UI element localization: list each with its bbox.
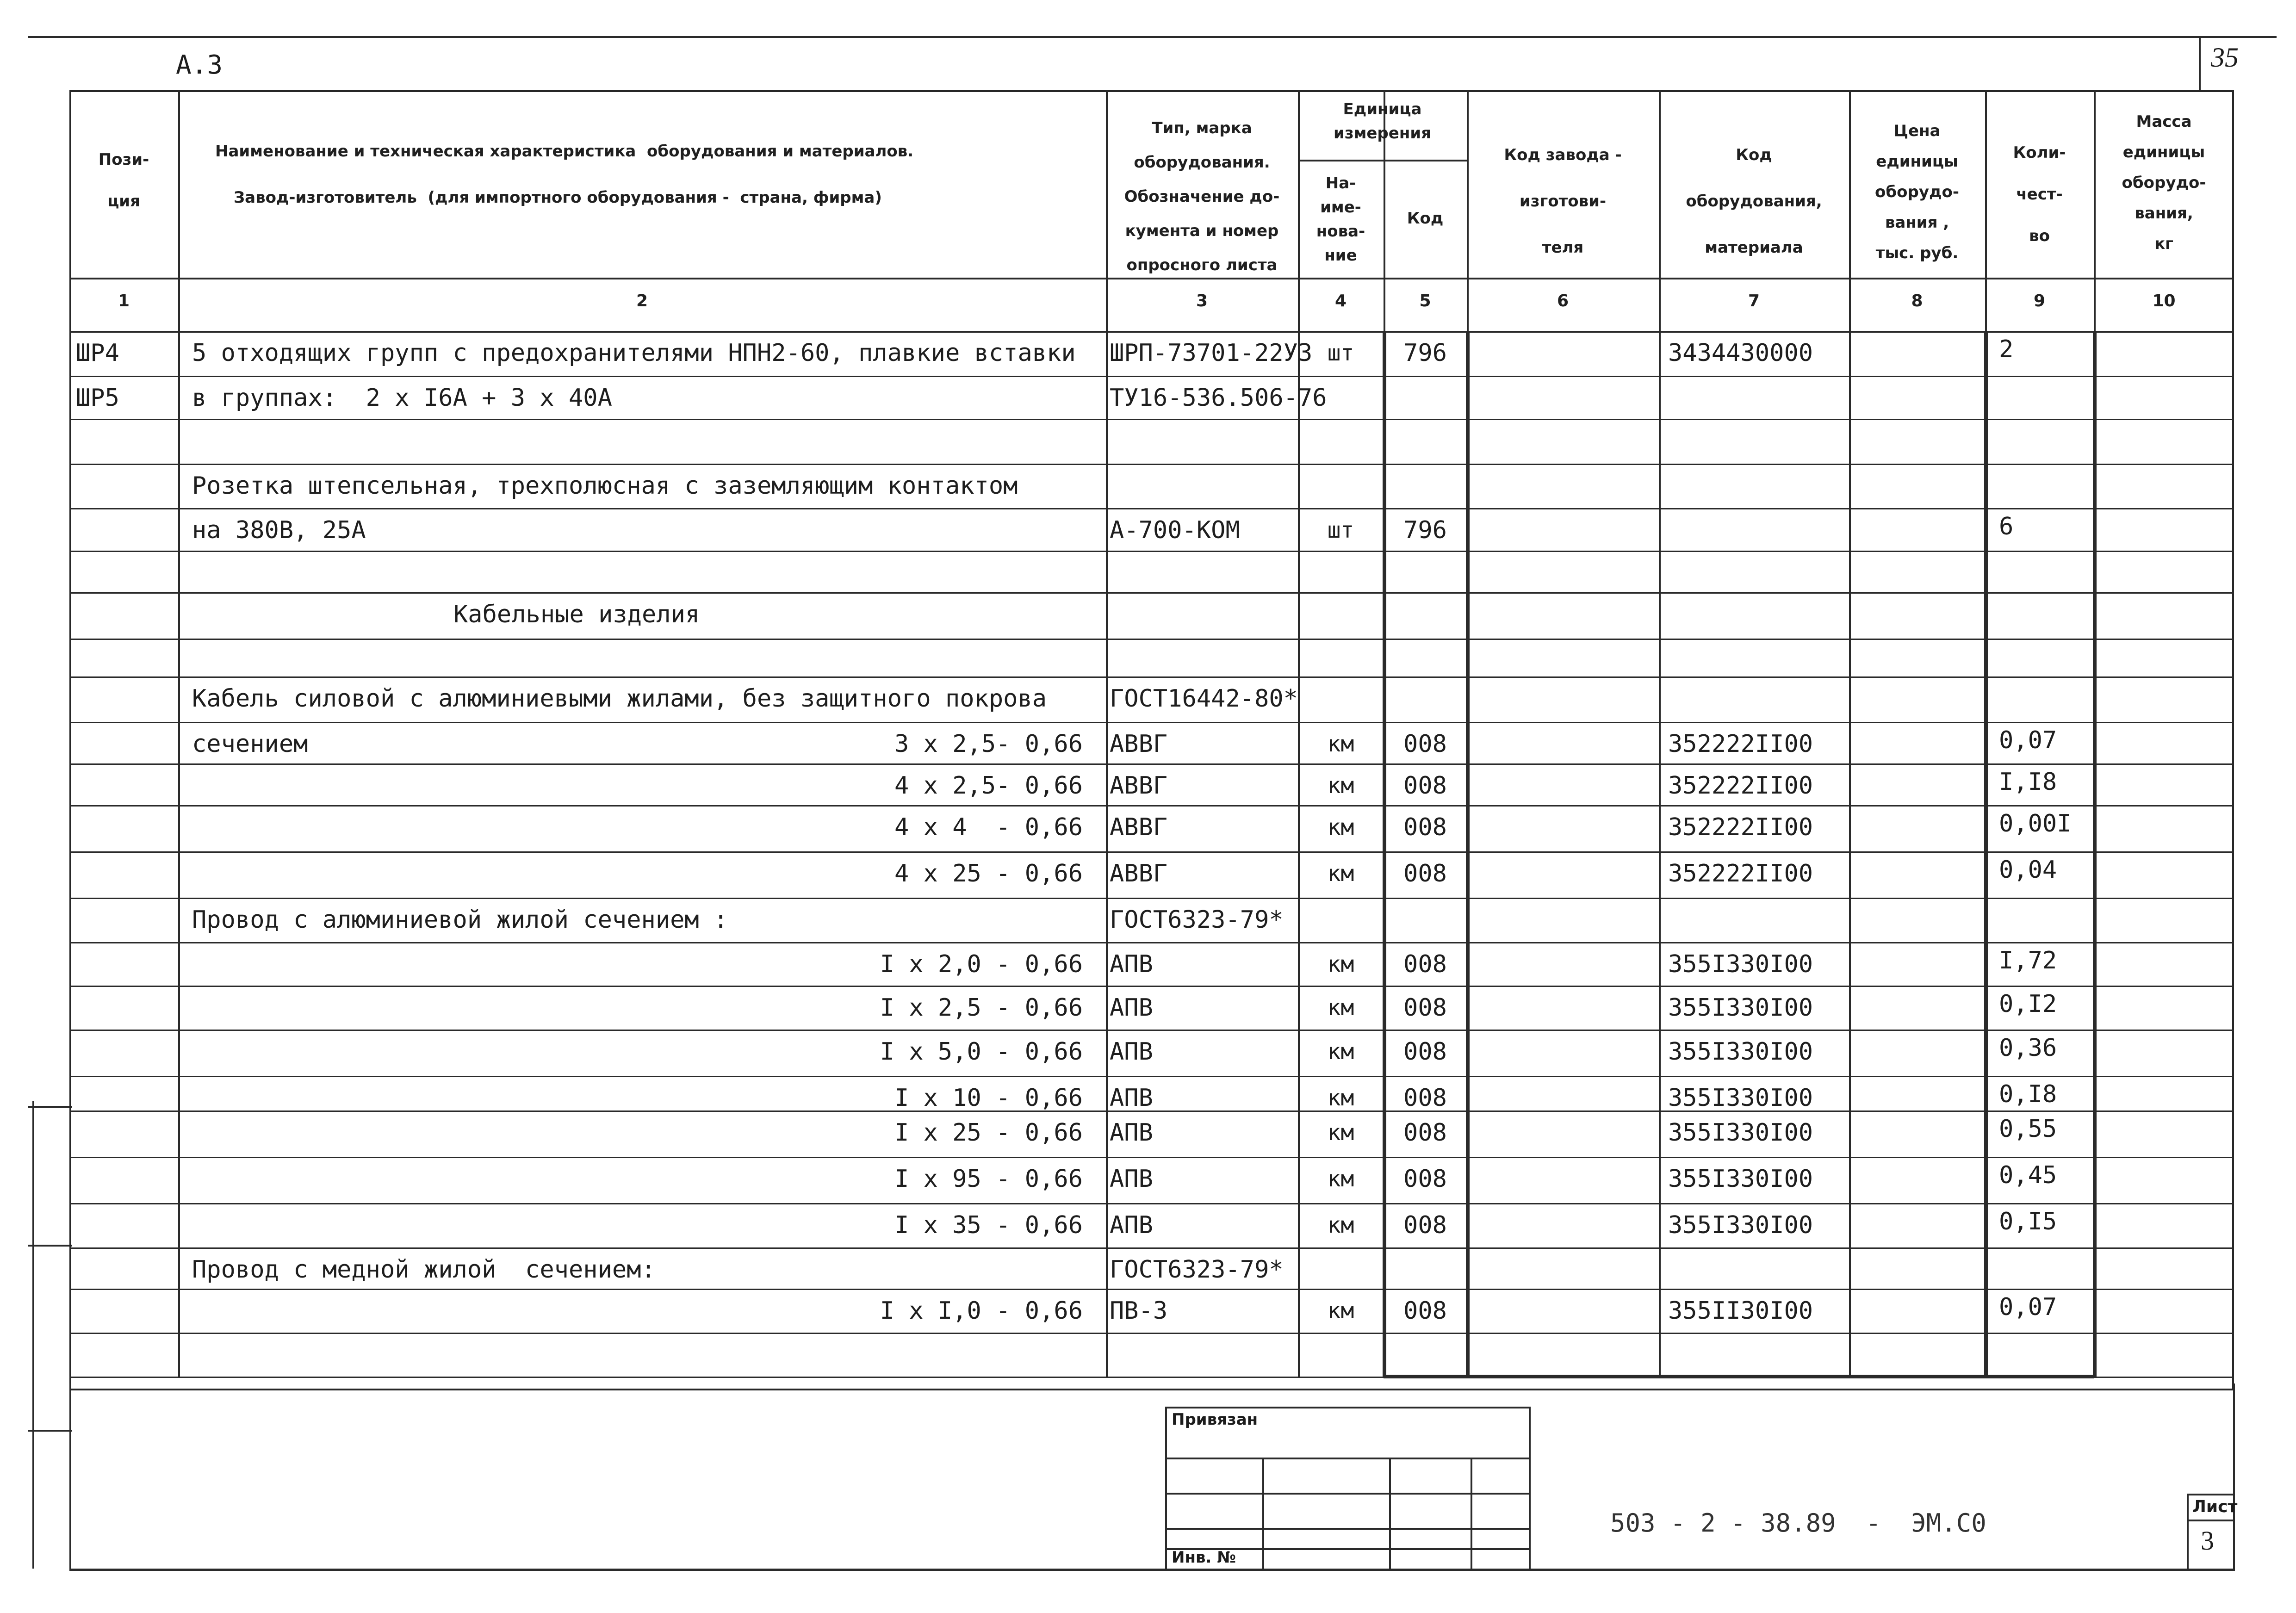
row-type: ПВ-3: [1110, 1297, 1168, 1325]
header-type: кумента и номер: [1125, 222, 1279, 240]
row-unit: км: [1327, 1212, 1354, 1238]
row-type: АПВ: [1110, 1119, 1153, 1147]
row-unit-code: 008: [1403, 772, 1447, 800]
row-type: ГОСТ16442-80*: [1110, 685, 1298, 713]
row-line: [69, 1333, 2234, 1334]
row-quantity: 0,07: [1999, 726, 2057, 754]
row-type: АВВГ: [1110, 730, 1168, 758]
column-number: 3: [1196, 292, 1208, 310]
row-line: [69, 942, 2234, 943]
row-material-code: 352222II00: [1668, 813, 1813, 841]
row-unit: км: [1327, 951, 1354, 977]
row-size: 4 х 2,5- 0,66: [894, 772, 1083, 800]
column-number: 9: [2033, 292, 2046, 310]
header-material-code: материала: [1705, 238, 1803, 257]
row-type: АВВГ: [1110, 860, 1168, 887]
row-unit-code: 008: [1403, 1297, 1447, 1325]
header-position: Пози-: [98, 150, 149, 169]
header-price: оборудо-: [1875, 183, 1959, 201]
row-name: Кабель силовой с алюминиевыми жилами, без защитного покрова: [192, 685, 1047, 713]
row-size: 3 х 2,5- 0,66: [894, 730, 1083, 758]
row-quantity: 0,00I: [1999, 810, 2072, 838]
header-name-line: Наименование и техническая характеристика оборудования и материалов.: [215, 142, 914, 161]
header-quantity: во: [2029, 227, 2050, 245]
section-heading: Кабельные изделия: [453, 601, 700, 628]
row-material-code: 355I330I00: [1668, 1119, 1813, 1147]
row-type: АПВ: [1110, 1211, 1153, 1239]
row-line: [69, 639, 2234, 640]
row-name: в группах: 2 х I6A + 3 x 40A: [192, 384, 612, 412]
column-number: 1: [118, 292, 130, 310]
row-quantity: I,72: [1999, 947, 2057, 974]
row-quantity: 0,07: [1999, 1293, 2057, 1321]
row-size: I х 35 - 0,66: [894, 1211, 1083, 1239]
row-line: [69, 986, 2234, 987]
row-name: Провод с медной жилой сечением:: [192, 1256, 656, 1284]
document-code: 503 - 2 - 38.89 - ЭМ.С0: [1610, 1508, 1986, 1538]
binding-margin-line: [32, 1101, 34, 1569]
row-line: [69, 1157, 2234, 1158]
row-unit-code: 008: [1403, 1165, 1447, 1193]
top-frame-line: [28, 36, 2277, 38]
column-number: 5: [1419, 292, 1431, 310]
row-quantity: 0,36: [1999, 1034, 2057, 1062]
row-material-code: 355I330I00: [1668, 994, 1813, 1022]
header-mass: Масса: [2136, 112, 2192, 131]
column-number: 7: [1748, 292, 1760, 310]
row-material-code: 355II30I00: [1668, 1297, 1813, 1325]
row-quantity: 0,04: [1999, 856, 2057, 884]
row-line: [69, 376, 2234, 377]
row-unit: км: [1327, 773, 1354, 799]
header-manufacturer-code: Код завода -: [1504, 146, 1622, 164]
row-unit: км: [1327, 861, 1354, 887]
qty-column-heavy-line: [1984, 331, 1988, 1377]
row-line: [69, 1076, 2234, 1077]
row-material-code: 355I330I00: [1668, 1084, 1813, 1112]
corner-ref: А.3: [176, 50, 223, 80]
header-mass: единицы: [2122, 143, 2205, 161]
row-quantity: 2: [1999, 335, 2014, 363]
row-size: 4 х 25 - 0,66: [894, 860, 1083, 887]
header-unit-name: име-: [1320, 198, 1361, 217]
row-size: I х 5,0 - 0,66: [880, 1038, 1083, 1066]
header-price: Цена: [1893, 122, 1941, 140]
row-type: ТУ16-536.506-76: [1110, 384, 1327, 412]
stamp-block: [1165, 1407, 1531, 1570]
unit-header-divider: [1298, 160, 1467, 161]
row-material-code: 352222II00: [1668, 860, 1813, 887]
row-material-code: 355I330I00: [1668, 1038, 1813, 1066]
column-numbers-bottom-line: [69, 331, 2234, 333]
row-type: АВВГ: [1110, 813, 1168, 841]
row-quantity: 0,I8: [1999, 1080, 2057, 1108]
column-divider: [1659, 90, 1661, 1377]
page-number-box-left: [2199, 36, 2201, 91]
row-line: [69, 419, 2234, 420]
row-name: на 380В, 25А: [192, 516, 366, 544]
row-unit: км: [1327, 1085, 1354, 1111]
row-unit-code: 008: [1403, 730, 1447, 758]
row-name: Розетка штепсельная, трехполюсная с заземляющим контактом: [192, 472, 1018, 500]
column-number: 2: [636, 292, 648, 310]
column-divider: [178, 90, 180, 1377]
row-line: [69, 1377, 2234, 1378]
row-unit: км: [1327, 1166, 1354, 1192]
row-line: [69, 805, 2234, 806]
row-line: [69, 1247, 2234, 1249]
row-quantity: 0,55: [1999, 1115, 2057, 1143]
row-quantity: 0,I2: [1999, 990, 2057, 1018]
row-type: ШРП-73701-22У3: [1110, 339, 1313, 367]
row-line: [69, 851, 2234, 853]
column-number: 6: [1557, 292, 1569, 310]
row-name: 5 отходящих групп с предохранителями НПН2-60, плавкие вставки: [192, 339, 1076, 367]
qty-column-heavy-line: [2093, 331, 2097, 1377]
binding-margin-tick: [28, 1245, 72, 1247]
row-size: I х I,0 - 0,66: [880, 1297, 1083, 1325]
row-type: ГОСТ6323-79*: [1110, 1256, 1284, 1284]
row-unit-code: 008: [1403, 860, 1447, 887]
row-line: [69, 722, 2234, 723]
sheet-label: Лист: [2192, 1497, 2238, 1516]
row-unit: км: [1327, 1298, 1354, 1324]
row-type: АПВ: [1110, 1165, 1153, 1193]
header-unit-code: Код: [1407, 209, 1444, 228]
stamp-bound-label: Привязан: [1172, 1410, 1258, 1429]
stamp-inv-label: Инв. №: [1172, 1548, 1236, 1567]
header-price: единицы: [1876, 152, 1958, 171]
row-unit: км: [1327, 1120, 1354, 1146]
row-line: [69, 1203, 2234, 1204]
header-unit-group: Единица: [1343, 100, 1422, 118]
row-type: ГОСТ6323-79*: [1110, 906, 1284, 934]
column-divider: [1849, 90, 1851, 1377]
row-line: [69, 508, 2234, 509]
row-line: [69, 1030, 2234, 1031]
row-quantity: I,I8: [1999, 768, 2057, 796]
header-material-code: оборудования,: [1686, 192, 1822, 211]
row-size: I х 2,0 - 0,66: [880, 950, 1083, 978]
row-unit-code: 796: [1403, 516, 1447, 544]
row-line: [69, 1289, 2234, 1290]
header-quantity: чест-: [2016, 185, 2063, 204]
row-size: I х 25 - 0,66: [894, 1119, 1083, 1147]
row-unit: км: [1327, 995, 1354, 1021]
sheet-box: [2187, 1494, 2238, 1570]
row-unit-code: 008: [1403, 1084, 1447, 1112]
row-material-code: 355I330I00: [1668, 950, 1813, 978]
sheet-number: 3: [2201, 1526, 2214, 1556]
row-type: АВВГ: [1110, 772, 1168, 800]
header-position: ция: [107, 192, 140, 211]
row-type: АПВ: [1110, 1038, 1153, 1066]
row-type: АПВ: [1110, 994, 1153, 1022]
row-unit: км: [1327, 1039, 1354, 1065]
header-unit-name: нова-: [1316, 222, 1365, 241]
row-unit-code: 008: [1403, 1038, 1447, 1066]
row-unit-code: 008: [1403, 1119, 1447, 1147]
column-number: 10: [2152, 292, 2176, 310]
header-material-code: Код: [1736, 146, 1772, 164]
header-name-line: Завод-изготовитель (для импортного оборудования - страна, фирма): [234, 188, 882, 207]
row-unit-code: 796: [1403, 339, 1447, 367]
row-type: АПВ: [1110, 1084, 1153, 1112]
header-quantity: Коли-: [2013, 143, 2066, 162]
header-manufacturer-code: теля: [1542, 238, 1584, 257]
header-manufacturer-code: изготови-: [1519, 192, 1607, 211]
row-line: [69, 763, 2234, 765]
row-line: [69, 551, 2234, 552]
row-unit: шт: [1327, 517, 1354, 543]
header-type: оборудования.: [1134, 153, 1270, 172]
row-line: [69, 464, 2234, 465]
page-number: 35: [2211, 42, 2239, 73]
row-unit-code: 008: [1403, 1211, 1447, 1239]
row-line: [69, 592, 2234, 594]
frame-left-line: [69, 1383, 71, 1571]
row-type: АПВ: [1110, 950, 1153, 978]
row-quantity: 0,45: [1999, 1161, 2057, 1189]
binding-margin-tick: [28, 1430, 72, 1432]
row-position: ШР5: [76, 384, 119, 412]
header-type: Тип, марка: [1152, 119, 1252, 137]
header-mass: кг: [2154, 235, 2173, 253]
header-price: тыс. руб.: [1875, 244, 1959, 262]
row-unit-code: 008: [1403, 950, 1447, 978]
row-material-code: 355I330I00: [1668, 1211, 1813, 1239]
row-line: [69, 676, 2234, 678]
header-unit-group: измерения: [1334, 124, 1431, 143]
header-unit-name: ние: [1324, 246, 1357, 265]
header-price: вания ,: [1885, 213, 1949, 232]
row-position: ШР4: [76, 339, 119, 367]
row-material-code: 355I330I00: [1668, 1165, 1813, 1193]
row-size: I х 95 - 0,66: [894, 1165, 1083, 1193]
row-material-code: 3434430000: [1668, 339, 1813, 367]
row-name: сечением: [192, 730, 308, 758]
header-mass: оборудо-: [2122, 174, 2206, 192]
row-size: I х 2,5 - 0,66: [880, 994, 1083, 1022]
row-material-code: 352222II00: [1668, 772, 1813, 800]
row-unit-code: 008: [1403, 813, 1447, 841]
row-unit: км: [1327, 731, 1354, 757]
binding-margin-tick: [28, 1106, 72, 1108]
row-unit-code: 008: [1403, 994, 1447, 1022]
row-quantity: 0,I5: [1999, 1208, 2057, 1235]
row-material-code: 352222II00: [1668, 730, 1813, 758]
column-number: 4: [1334, 292, 1347, 310]
column-number: 8: [1911, 292, 1923, 310]
row-unit: шт: [1327, 340, 1354, 366]
row-unit: км: [1327, 814, 1354, 840]
header-mass: вания,: [2135, 204, 2193, 223]
header-unit-name: На-: [1325, 174, 1356, 192]
frame-bottom-line: [69, 1569, 2235, 1571]
row-name: Провод с алюминиевой жилой сечением :: [192, 906, 728, 934]
row-type: А-700-КОМ: [1110, 516, 1240, 544]
row-size: 4 х 4 - 0,66: [894, 813, 1083, 841]
row-line: [69, 898, 2234, 899]
row-quantity: 6: [1999, 513, 2014, 540]
header-type: Обозначение до-: [1124, 187, 1280, 206]
row-size: I х 10 - 0,66: [894, 1084, 1083, 1112]
header-type: опросного листа: [1126, 256, 1278, 274]
column-divider: [1106, 90, 1108, 1377]
